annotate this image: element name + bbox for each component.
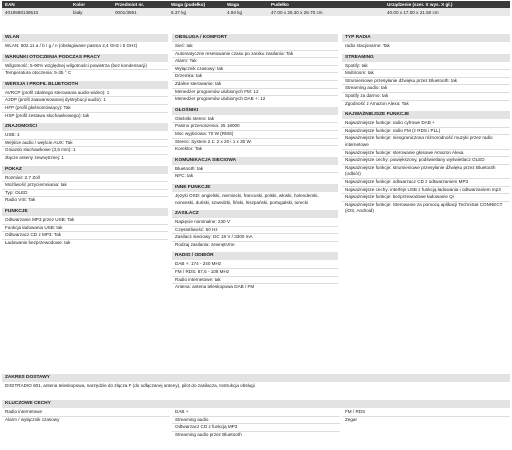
- spec-row: Streaming audio: tak: [342, 85, 510, 93]
- section-title: ZASILACZ: [172, 210, 338, 218]
- header-device-dimensions: Urządzenie (szer. X wys. X gł.): [384, 1, 510, 8]
- key-feature-item: FM / RDS: [342, 409, 510, 417]
- spec-row: Zgodność z Amazon Alexa: Tak: [345, 100, 409, 106]
- spec-row: Menedżer programów ulubionych FM: 12: [172, 89, 338, 97]
- spec-section: [2, 81, 168, 119]
- value-weight: 4.94 kg: [224, 8, 268, 16]
- spec-row: Spotify: tak: [342, 63, 510, 71]
- spec-row: Antena: antena teleskopowa DAB / FM: [175, 284, 255, 290]
- spec-row: Korektor: Tak: [175, 146, 202, 152]
- value-box-weight: 6.37 kg: [168, 8, 224, 16]
- spec-row: Najważniejsze funkcje: bezprzewodowe ładowanie Qi: [342, 194, 510, 202]
- spec-row: Wejście audio / wejście AUX: Tak: [2, 140, 168, 148]
- spec-row: Spotify za darmo: tak: [342, 93, 510, 101]
- middle-spec-column: [172, 34, 338, 295]
- spec-row: Menedżer programów ulubionych DAB +: 12: [175, 96, 266, 102]
- spec-row: WLAN: 802.11 a / b / g / n (obsługiwane pasma 2,4 GHz i 5 GHz): [5, 43, 138, 48]
- value-device-dimensions: 40.00 x 17.00 x 21.50 cm: [384, 8, 510, 16]
- section-title: ZNAJOMOŚCI: [2, 123, 168, 131]
- spec-row: Najważniejsze funkcje: radio FM (z RDS i PLL): [342, 128, 510, 136]
- spec-row: Pasmo przenoszenia: 25 18000: [172, 123, 338, 131]
- spec-row: Bluetooth: tak: [172, 166, 338, 174]
- spec-section: [2, 208, 168, 246]
- spec-row: DAB +: 174 - 240 MHz: [172, 261, 338, 269]
- key-features-column-2: [172, 409, 340, 438]
- spec-section: [172, 157, 338, 180]
- spec-row: Typ: OLED: [2, 190, 168, 198]
- spec-section: [172, 210, 338, 248]
- spec-row: Odtwarzacz CD z MP3: Tak: [2, 232, 168, 240]
- spec-row: Najważniejsze funkcje: strumieniowe przesyłanie dźwięku przez Bluetooth (odbiór): [342, 165, 510, 179]
- summary-value-row: [2, 8, 510, 16]
- spec-row: Temperatura otoczenia: 5-35 ° C: [5, 70, 72, 76]
- key-feature-item: DAB +: [172, 409, 340, 417]
- spec-row: Najważniejsze funkcje: odtwarzacz CD z odtwarzaniem MP3: [342, 179, 510, 187]
- key-feature-item: Alarm / wyłącznik czasowy: [5, 416, 60, 422]
- spec-row: Radio VIS: Tak: [5, 197, 36, 203]
- header-weight: Waga: [224, 1, 268, 8]
- section-title: STREAMING: [342, 54, 510, 62]
- section-title: RADIO / ODBIÓR: [172, 252, 338, 260]
- spec-row: Strumieniowe przesyłanie dźwięku przez Bluetooth: tak: [342, 78, 510, 86]
- spec-row: USB: 1: [2, 132, 168, 140]
- summary-header-row: [2, 1, 510, 8]
- spec-row: Radio internetowe: tak: [172, 277, 338, 285]
- key-features-column-1: [2, 409, 170, 423]
- spec-row: Zdalne sterowanie: tak: [172, 81, 338, 89]
- header-box-weight: Waga (pudełko): [168, 1, 224, 8]
- section-title: TYP RADIA: [342, 34, 510, 42]
- spec-row: HSP (profil zestawu słuchawkowego): tak: [5, 112, 90, 118]
- key-features-column-3: [342, 409, 510, 423]
- spec-section: [342, 34, 510, 50]
- spec-row: Możliwość przyciemniania: tak: [2, 182, 168, 190]
- header-box: Pudełko: [268, 1, 384, 8]
- section-title: OBSŁUGA / KOMFORT: [172, 34, 338, 42]
- delivery-scope-text: DIGITRADIO 601, antena teleskopowa, narzędzie do złącza F (do odłączanej anteny), pilot do zasilacza, Instrukcja obsługi: [5, 383, 255, 388]
- spec-section: [2, 123, 168, 161]
- spec-row: Wyłącznik czasowy: tak: [172, 66, 338, 74]
- header-ean: EAN: [2, 1, 70, 8]
- spec-row: radio stacjonarne: Tak: [345, 43, 390, 48]
- section-title: WERSJA I PROFIL BLUETOOTH: [2, 81, 168, 89]
- spec-row: Gniazdo słuchawkowe (3,5 mm): 1: [2, 147, 168, 155]
- spec-row: Ładowanie bezprzewodowe: tak: [5, 239, 71, 245]
- section-title: FUNKCJE: [2, 208, 168, 216]
- key-features-grid: [2, 409, 510, 435]
- key-feature-item: Streaming audio: [172, 417, 340, 425]
- spec-row: HFP (profil głośnomówiący): Tak: [2, 105, 168, 113]
- value-color: biały: [70, 8, 112, 16]
- section-title: ZAKRES DOSTAWY: [2, 374, 510, 382]
- spec-section: [172, 184, 338, 206]
- spec-row: Głośniki stereo: tak: [172, 116, 338, 124]
- spec-row: Najważniejsze funkcje: radio cyfrowe DAB +: [342, 120, 510, 128]
- spec-section: [2, 54, 168, 77]
- spec-row: Języki OSD: angielski, niemiecki, francuski, polski, włoski, holenderski, norweski, duński, szwedzki, fiński, hiszpański, portugalski, turecki: [175, 192, 319, 205]
- section-title: WLAN: [2, 34, 168, 42]
- section-title: KOMUNIKACJA SIECIOWA: [172, 157, 338, 165]
- spec-row: AVRCP (profil zdalnego sterowania audio-wideo): 1: [2, 90, 168, 98]
- section-title: GŁOŚNIKI: [172, 107, 338, 115]
- key-features-section: [2, 400, 510, 435]
- spec-row: Odtwarzanie MP3 przez USB: Tak: [2, 217, 168, 225]
- spec-row: Częstotliwość: 50 Hz: [172, 227, 338, 235]
- spec-row: Moc wyjściowa: 70 W (RMS): [172, 131, 338, 139]
- spec-row: Najważniejsze funkcje: nieograniczona różnorodność muzyki przez radio internetowe: [342, 135, 510, 149]
- section-title: NAJWAŻNIEJSZE FUNKCJE: [342, 111, 510, 119]
- spec-row: Napięcie nominalne: 230 V: [172, 219, 338, 227]
- spec-row: Najważniejsze cechy: powiększony, podświetlany wyświetlacz OLED: [342, 157, 510, 165]
- spec-row: Funkcja ładowania USB: tak: [2, 225, 168, 233]
- delivery-scope-section: [2, 374, 510, 390]
- header-item-number: Przedmiot nr.: [112, 1, 168, 8]
- spec-row: złącze anteny zewnętrznej: 1: [5, 154, 64, 160]
- spec-row: Alarm: Tak: [172, 58, 338, 66]
- key-feature-item: Zegar: [345, 416, 358, 422]
- header-color: Kolor: [70, 1, 112, 8]
- spec-row: Rozmiar: 2.7 Zoll: [2, 175, 168, 183]
- product-summary-table: [2, 1, 510, 16]
- spec-section: [342, 111, 510, 215]
- section-title: KLUCZOWE CECHY: [2, 400, 510, 408]
- spec-section: [342, 54, 510, 108]
- key-feature-item: Streaming audio przez Bluetooth: [175, 431, 242, 437]
- spec-section: [172, 34, 338, 103]
- spec-row: Najważniejsze funkcje: Sterowanie za pomocą aplikacji TechniSat CONNECT (iOS, Android): [345, 201, 503, 214]
- spec-row: Drzemka: tak: [172, 73, 338, 81]
- section-title: WARUNKI OTOCZENIA PODCZAS PRACY: [2, 54, 168, 62]
- value-ean: 4019588139510: [2, 8, 70, 16]
- spec-row: NFC: tak: [175, 173, 194, 179]
- spec-row: Najważniejsze funkcje: sterowanie głosowe Amazon Alexa: [342, 150, 510, 158]
- key-feature-item: Radio internetowe: [2, 409, 170, 417]
- value-box: 47.00 x 26.30 x 26.70 cm: [268, 8, 384, 16]
- spec-row: Rodzaj zasilania: zewnętrzne: [175, 241, 235, 247]
- spec-row: Najważniejsze cechy: interfejs USB z funkcją ładowania i odtwarzaniem mp3: [342, 187, 510, 195]
- value-item-number: 0001/3951: [112, 8, 168, 16]
- spec-section: [2, 166, 168, 204]
- right-spec-column: [342, 34, 510, 219]
- spec-row: Multiroom: tak: [342, 70, 510, 78]
- spec-row: Wilgotność: 5-90% względnej wilgotności powietrza (bez kondensacji): [2, 63, 168, 71]
- spec-section: [172, 252, 338, 290]
- spec-section: [172, 107, 338, 153]
- section-title: INNE FUNKCJE: [172, 184, 338, 192]
- spec-row: Stereo: System 2.1: 2 x 20 i 1 x 30 W.: [172, 139, 338, 147]
- left-spec-column: [2, 34, 168, 250]
- spec-row: Zasilacz sieciowy: DC 18 V / 3300 mA: [172, 234, 338, 242]
- spec-row: FM / RDS: 87,5 - 108 MHz: [172, 269, 338, 277]
- spec-row: Sieć: tak: [172, 43, 338, 51]
- spec-row: A2DP (profil zaawansowanej dystrybucji audio): 1: [2, 97, 168, 105]
- spec-row: Automatyczne resetowanie czasu po zaniku zasilania: Tak: [172, 51, 338, 59]
- section-title: POKAZ: [2, 166, 168, 174]
- key-feature-item: Odtwarzacz CD z funkcją MP3: [172, 424, 340, 432]
- spec-section: [2, 34, 168, 50]
